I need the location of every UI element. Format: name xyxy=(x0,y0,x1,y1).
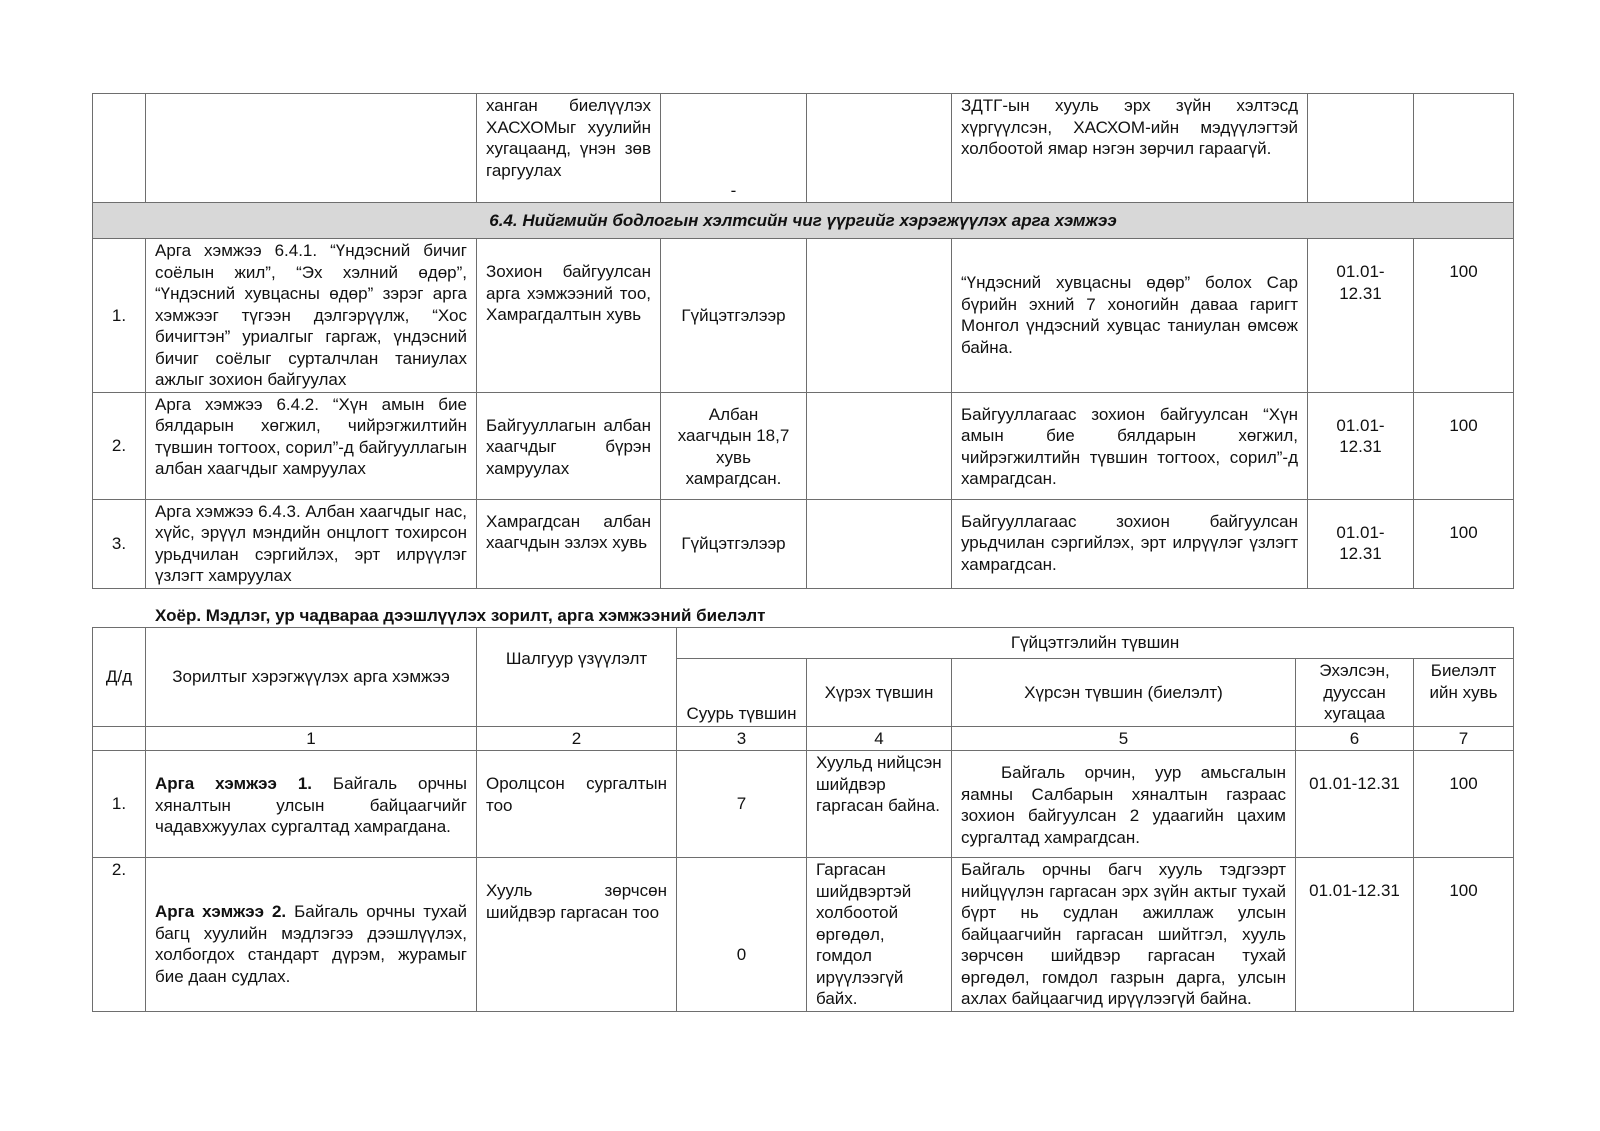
col-number: 6 xyxy=(1296,726,1414,751)
criterion-cell: Оролцсон сургалтын тоо xyxy=(477,751,677,858)
period-cell: 01.01-12.31 xyxy=(1308,392,1414,499)
base-cell: 0 xyxy=(677,858,807,1012)
measure-label: Арга хэмжээ 2. xyxy=(155,902,287,921)
executor-cell: Гүйцэтгэлээр xyxy=(661,239,807,393)
target-cell xyxy=(807,94,952,203)
row-number: 3. xyxy=(93,499,146,588)
header-base: Суурь түвшин xyxy=(677,659,807,727)
criterion-cell: Хамрагдсан албан хаагчдын эзлэх хувь xyxy=(477,499,661,588)
measure-text: Байгаль орчны тухай багц хуулийн мэдлэгээ дээшлүүлэх, холбогдох стандарт дүрэм, журамыг бие даан судлах. xyxy=(155,902,467,986)
period-cell: 01.01-12.31 xyxy=(1308,499,1414,588)
table-row xyxy=(93,499,1514,588)
measure-cell: Арга хэмжээ 6.4.1. “Үндэсний бичиг соёлын жил”, “Эх хэлний өдөр”, “Үндэсний хувцасны өдөр” зэрэг арга хэмжээг түгээн дэлгэрүүлж, “Хос бичигтэн” уриалгыг гаргаж, үндэсний бичиг соёлыг сурталчлан таниулах ажлыг зохион байгуулах xyxy=(146,239,477,393)
col-number: 1 xyxy=(146,726,477,751)
action-plan-table-social-policy xyxy=(92,93,1514,589)
row-number: 1. xyxy=(93,239,146,393)
base-cell: 7 xyxy=(677,751,807,858)
header-row xyxy=(93,628,1514,659)
criterion-cell: Хууль зөрчсөн шийдвэр гаргасан тоо xyxy=(477,858,677,1012)
row-number: 2. xyxy=(93,392,146,499)
criterion-cell: ханган биелүүлэх ХАСХОМыг хуулийн хугацаанд, үнэн зөв гаргуулах xyxy=(477,94,661,203)
header-num: Д/д xyxy=(93,628,146,727)
achieved-cell: Байгаль орчны багч хууль тэдгээрт нийцүүлэн гаргасан эрх зүйн актыг тухай бүрт нь судлан ажиллаж улсын байцаагчийн гаргасан шийтгэл, хууль зөрчсөн шийдвэр гаргасан тухай өргөдөл, гомдол газрын дарга, улсын ахлах байцаагчид ирүүлээгүй байна. xyxy=(952,858,1296,1012)
achieved-cell: Байгууллагаас зохион байгуулсан “Хүн амын бие бялдарын хөгжил, чийрэгжилтийн түвшин тогтоох, сорил”-д хамрагдсан. xyxy=(952,392,1308,499)
achieved-cell: ЗДТГ-ын хууль эрх зүйн хэлтэсд хүргүүлсэн, ХАСХОМ-ийн мэдүүлэгтэй холбоотой ямар нэгэн зөрчил гараагүй. xyxy=(952,94,1308,203)
percent-cell xyxy=(1414,94,1514,203)
target-cell xyxy=(807,499,952,588)
action-plan-table-skills xyxy=(92,627,1514,1012)
executor-cell: - xyxy=(661,94,807,203)
target-cell xyxy=(807,392,952,499)
achieved-cell: Байгууллагаас зохион байгуулсан урьдчилан сэргийлэх, эрт илрүүлэг үзлэгт хамрагдсан. xyxy=(952,499,1308,588)
header-measure: Зорилтыг хэрэгжүүлэх арга хэмжээ xyxy=(146,628,477,727)
measure-text: Байгаль орчны хяналтын улсын байцаагчийг чадавхжуулах сургалтад хамрагдана. xyxy=(155,774,467,836)
row-number: 2. xyxy=(93,858,146,1012)
measure-cell xyxy=(146,751,477,858)
measure-cell: Арга хэмжээ 6.4.3. Албан хаагчдыг нас, хүйс, эрүүл мэндийн онцлогт тохирсон урьдчилан сэргийлэх, эрт илрүүлэг үзлэгт хамруулах xyxy=(146,499,477,588)
achieved-cell: Байгаль орчин, уур амьсгалын яамны Салбарын хяналтын газраас зохион байгуулсан 2 удаагийн цахим сургалтад хамрагдсан. xyxy=(952,751,1296,858)
target-cell: Хуульд нийцсэн шийдвэр гаргасан байна. xyxy=(807,751,952,858)
section-header-row xyxy=(93,203,1514,239)
criterion-cell: Байгууллагын албан хаагчдыг бүрэн хамруулах xyxy=(477,392,661,499)
achieved-cell: “Үндэсний хувцасны өдөр” болох Сар бүрийн эхний 7 хоногийн даваа гаригт Монгол үндэсний хувцас таниулан өмсөж байна. xyxy=(952,239,1308,393)
percent-cell: 100 xyxy=(1414,499,1514,588)
table-row xyxy=(93,858,1514,1012)
header-criterion: Шалгуур үзүүлэлт xyxy=(477,628,677,727)
period-cell: 01.01-12.31 xyxy=(1308,239,1414,393)
percent-cell: 100 xyxy=(1414,392,1514,499)
col-number: 7 xyxy=(1414,726,1514,751)
row-number xyxy=(93,94,146,203)
col-number-blank xyxy=(93,726,146,751)
percent-cell: 100 xyxy=(1414,751,1514,858)
col-number: 4 xyxy=(807,726,952,751)
header-percent: Биелэлт ийн хувь xyxy=(1414,659,1514,727)
section-heading: Хоёр. Мэдлэг, ур чадвараа дээшлүүлэх зорилт, арга хэмжээний биелэлт xyxy=(155,606,766,625)
section-title: 6.4. Нийгмийн бодлогын хэлтсийн чиг үүргийг хэрэгжүүлэх арга хэмжээ xyxy=(93,203,1514,239)
table-row xyxy=(93,392,1514,499)
header-performance-group: Гүйцэтгэлийн түвшин xyxy=(677,628,1514,659)
target-cell xyxy=(807,239,952,393)
col-number: 5 xyxy=(952,726,1296,751)
header-achieved: Хүрсэн түвшин (биелэлт) xyxy=(952,659,1296,727)
measure-cell xyxy=(146,94,477,203)
percent-cell: 100 xyxy=(1414,239,1514,393)
period-cell: 01.01-12.31 xyxy=(1296,858,1414,1012)
column-number-row xyxy=(93,726,1514,751)
percent-cell: 100 xyxy=(1414,858,1514,1012)
measure-label: Арга хэмжээ 1. xyxy=(155,774,312,793)
col-number: 3 xyxy=(677,726,807,751)
table-row xyxy=(93,239,1514,393)
measure-cell xyxy=(146,858,477,1012)
measure-cell: Арга хэмжээ 6.4.2. “Хүн амын бие бялдарын хөгжил, чийрэгжилтийн түвшин тогтоох, сорил”-д байгууллагын албан хаагчдыг хамруулах xyxy=(146,392,477,499)
criterion-cell: Зохион байгуулсан арга хэмжээний тоо, Хамрагдалтын хувь xyxy=(477,239,661,393)
executor-cell: Албан хаагчдын 18,7 хувь хамрагдсан. xyxy=(661,392,807,499)
executor-cell: Гүйцэтгэлээр xyxy=(661,499,807,588)
target-cell: Гаргасан шийдвэртэй холбоотой өргөдөл, гомдол ирүүлээгүй байх. xyxy=(807,858,952,1012)
row-number: 1. xyxy=(93,751,146,858)
header-period: Эхэлсэн, дууссан хугацаа xyxy=(1296,659,1414,727)
period-cell: 01.01-12.31 xyxy=(1296,751,1414,858)
period-cell xyxy=(1308,94,1414,203)
table-row xyxy=(93,94,1514,203)
header-target: Хүрэх түвшин xyxy=(807,659,952,727)
col-number: 2 xyxy=(477,726,677,751)
table-row xyxy=(93,751,1514,858)
